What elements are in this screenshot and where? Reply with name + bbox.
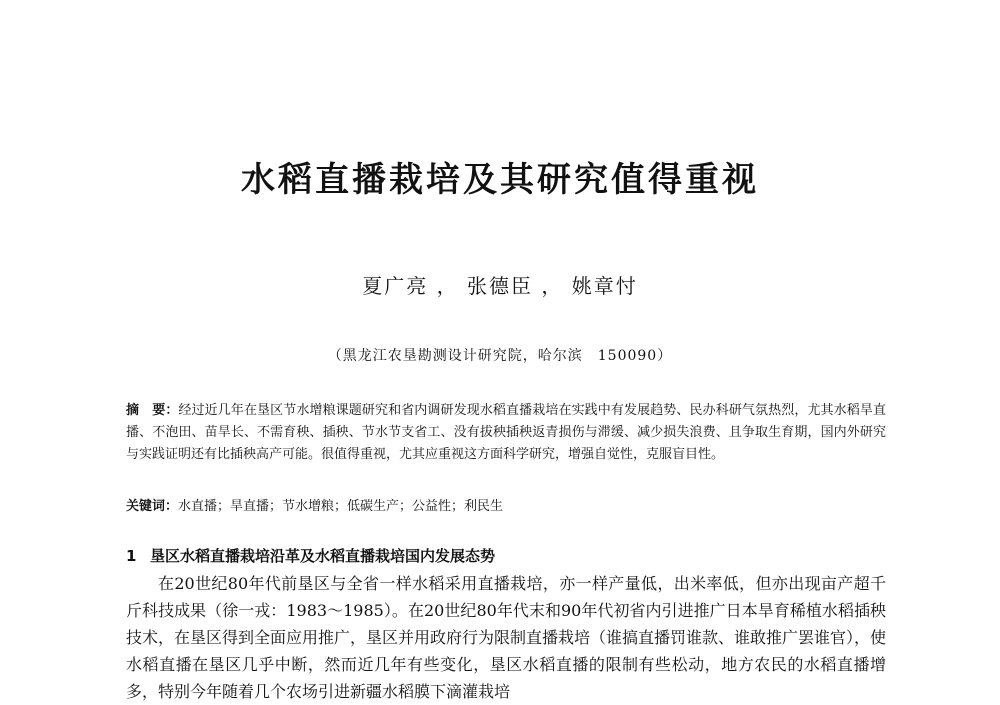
abstract-text: 经过近几年在垦区节水增粮课题研究和省内调研发现水稻直播栽培在实践中有发展趋势、民办科研气氛热烈，尤其水稻旱直播、不泡田、苗旱长、不需育秧、插秧、节水节支省工、没有拔秧插秧返青损伤与滞缓、减少损失浪费、且争取生育期，国内外研究与实践证明还有比插秧高产可能。很值得重视，尤其应重视这方面科学研究，增强自觉性，克服盲目性。 <box>126 403 886 462</box>
keywords-text: 水直播；旱直播；节水增粮；低碳生产；公益性；利民生 <box>178 499 504 514</box>
paper-title: 水稻直播栽培及其研究值得重视 <box>241 160 759 200</box>
section-title: 垦区水稻直播栽培沿革及水稻直播栽培国内发展态势 <box>150 547 496 565</box>
keywords <box>126 496 886 518</box>
section-heading <box>126 545 886 567</box>
abstract-label: 摘 要： <box>126 403 179 418</box>
section-number: 1 <box>126 547 137 565</box>
body-paragraph: 在20世纪80年代前垦区与全省一样水稻采用直播栽培，亦一样产量低，出米率低，但亦出现亩产超千斤科技成果（徐一戎：1983～1985）。在20世纪80年代末和90年代初省内引进推广日本旱育稀植水稻插秧技术，在垦区得到全面应用推广，垦区并用政府行为限制直播栽培（谁搞直播罚谁款、谁敢推广罢谁官），使水稻直播在垦区几乎中断，然而近几年有些变化，垦区水稻直播的限制有些松动，地方农民的水稻直播增多，特别今年随着几个农场引进新疆水稻膜下滴灌栽培 <box>126 574 887 701</box>
paper-affiliation: （黑龙江农垦勘测设计研究院，哈尔滨 150090） <box>327 348 673 364</box>
keywords-label: 关键词： <box>126 499 179 514</box>
abstract <box>126 400 886 466</box>
paper-authors: 夏广亮 ， 张德臣 ， 姚章忖 <box>362 274 638 298</box>
